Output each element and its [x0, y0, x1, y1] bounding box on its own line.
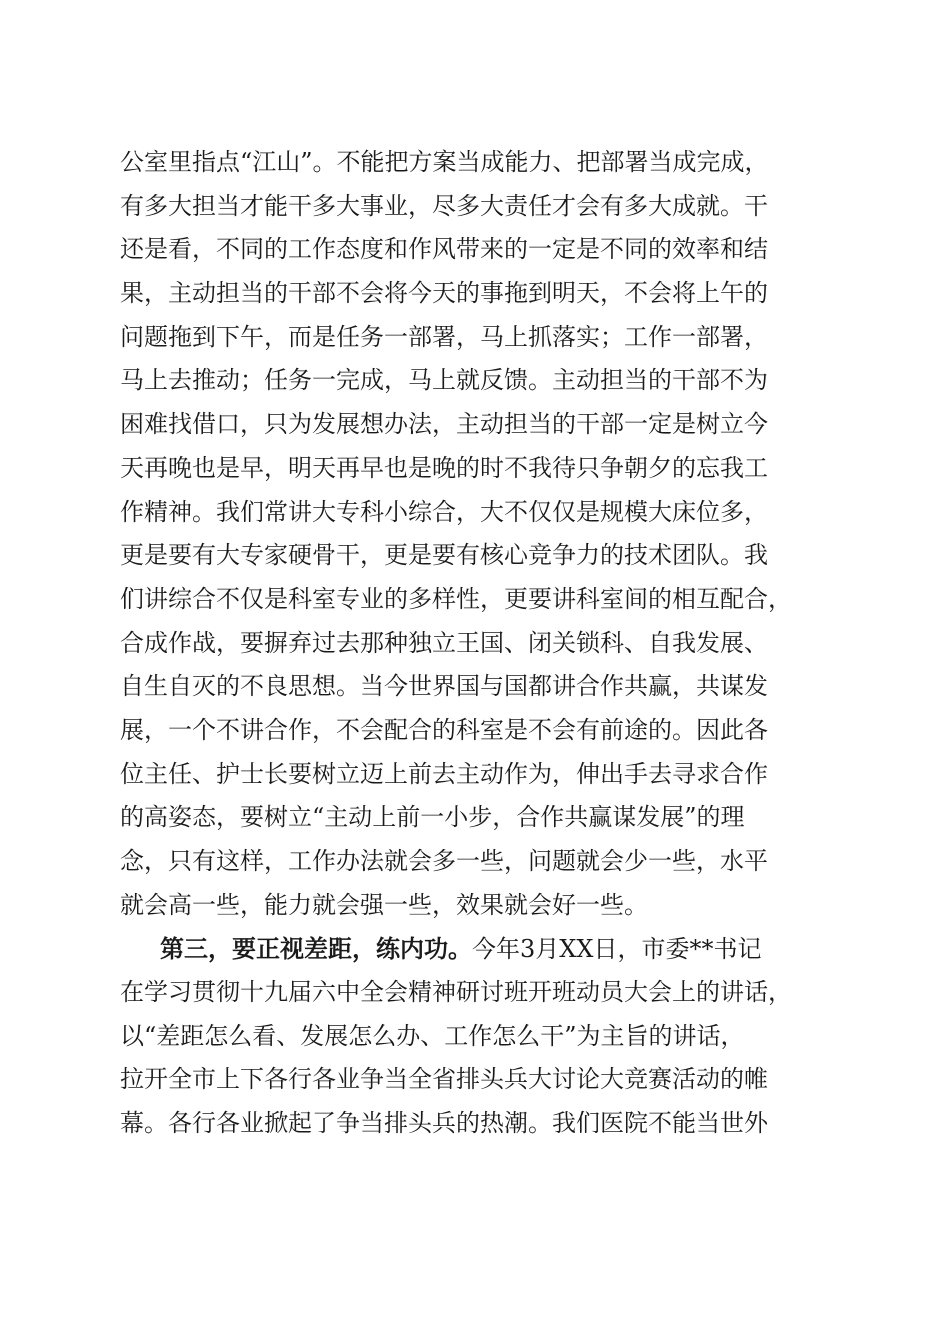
text-line: 在学习贯彻十九届六中全会精神研讨班开班动员大会上的讲话，	[120, 978, 792, 1007]
paragraph-2	[120, 927, 840, 1145]
text-line: 位主任、护士长要树立迈上前去主动作为，伸出手去寻求合作	[120, 759, 768, 788]
text-line: 的高姿态，要树立“主动上前一小步，合作共赢谋发展”的理	[120, 803, 745, 832]
text-line: 以“差距怎么看、发展怎么办、工作怎么干”为主旨的讲话，	[120, 1021, 745, 1050]
text-line	[120, 927, 840, 971]
text-line: 果，主动担当的干部不会将今天的事拖到明天，不会将上午的	[120, 279, 768, 308]
text-line: 展，一个不讲合作，不会配合的科室是不会有前途的。因此各	[120, 715, 768, 744]
text-line: 念，只有这样，工作办法就会多一些，问题就会少一些，水平	[120, 847, 768, 875]
text-line: 们讲综合不仅是科室专业的多样性，更要讲科室间的相互配合，	[120, 584, 792, 613]
heading-line-rest: 今年3月XX日，市委**书记	[472, 935, 762, 964]
text-line: 还是看，不同的工作态度和作风带来的一定是不同的效率和结	[120, 235, 768, 264]
body-text	[120, 141, 840, 1146]
section-heading: 第三，要正视差距，练内功。	[160, 934, 472, 964]
text-line: 自生自灭的不良思想。当今世界国与国都讲合作共赢，共谋发	[120, 672, 768, 701]
text-line: 就会高一些，能力就会强一些，效果就会好一些。	[120, 890, 648, 919]
text-line: 天再晚也是早，明天再早也是晚的时不我待只争朝夕的忘我工	[120, 453, 768, 482]
text-line: 作精神。我们常讲大专科小综合，大不仅仅是规模大床位多，	[120, 497, 768, 526]
text-line: 幕。各行各业掀起了争当排头兵的热潮。我们医院不能当世外	[120, 1109, 768, 1138]
text-line: 马上去推动；任务一完成，马上就反馈。主动担当的干部不为	[120, 366, 768, 395]
text-line: 问题拖到下午，而是任务一部署，马上抓落实；工作一部署，	[120, 322, 768, 351]
text-line: 公室里指点“江山”。不能把方案当成能力、把部署当成完成，	[120, 148, 769, 176]
text-line: 困难找借口，只为发展想办法，主动担当的干部一定是树立今	[120, 410, 768, 439]
text-line: 拉开全市上下各行各业争当全省排头兵大讨论大竞赛活动的帷	[120, 1065, 768, 1094]
text-line: 有多大担当才能干多大事业，尽多大责任才会有多大成就。干	[120, 191, 768, 220]
paragraph-1	[120, 141, 840, 927]
text-line: 合成作战，要摒弃过去那种独立王国、闭关锁科、自我发展、	[120, 628, 768, 657]
text-line: 更是要有大专家硬骨干，更是要有核心竞争力的技术团队。我	[120, 541, 768, 570]
